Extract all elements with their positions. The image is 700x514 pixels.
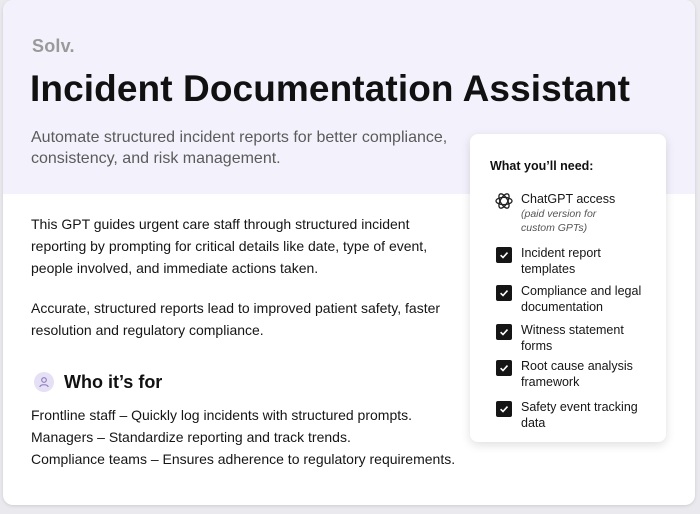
requirement-chatgpt — [496, 191, 621, 235]
requirements-panel — [470, 134, 666, 442]
requirement-label: Witness statement forms — [521, 323, 624, 353]
requirement-item — [496, 358, 651, 390]
page-title: Incident Documentation Assistant — [30, 68, 631, 109]
checkbox-checked-icon — [496, 324, 512, 340]
requirement-label: Incident report templates — [521, 246, 601, 276]
requirement-note: (paid version for custom GPTs) — [521, 208, 597, 234]
audience-list — [31, 404, 471, 470]
description — [31, 213, 461, 341]
requirement-label: Compliance and legal documentation — [521, 284, 642, 314]
audience-item: Frontline staff – Quickly log incidents with structured prompts. — [31, 407, 413, 423]
requirement-item — [496, 283, 651, 315]
requirement-item — [496, 322, 651, 354]
description-paragraph: Accurate, structured reports lead to improved patient safety, faster resolution and regulatory compliance. — [31, 300, 441, 338]
openai-icon — [494, 191, 514, 211]
requirement-item — [496, 399, 651, 431]
checkbox-checked-icon — [496, 247, 512, 263]
checkbox-checked-icon — [496, 401, 512, 417]
who-title: Who it’s for — [64, 371, 163, 392]
audience-item: Compliance teams – Ensures adherence to regulatory requirements. — [31, 451, 456, 467]
requirement-item — [496, 245, 651, 277]
brand-logo: Solv. — [32, 36, 75, 56]
requirements-heading: What you’ll need: — [490, 159, 594, 173]
checkbox-checked-icon — [496, 360, 512, 376]
audience-item: Managers – Standardize reporting and track trends. — [31, 429, 351, 445]
requirement-label: ChatGPT access — [521, 192, 616, 206]
person-icon — [34, 372, 54, 392]
description-paragraph: This GPT guides urgent care staff through structured incident reporting by prompting for critical details like date, type of event, people involved, and immediate actions taken. — [31, 216, 428, 276]
requirement-label: Root cause analysis framework — [521, 359, 633, 389]
requirement-label: Safety event tracking data — [521, 400, 638, 430]
who-section-heading — [34, 369, 162, 395]
page-subtitle: Automate structured incident reports for better compliance, consistency, and risk management. — [31, 129, 448, 167]
checkbox-checked-icon — [496, 285, 512, 301]
